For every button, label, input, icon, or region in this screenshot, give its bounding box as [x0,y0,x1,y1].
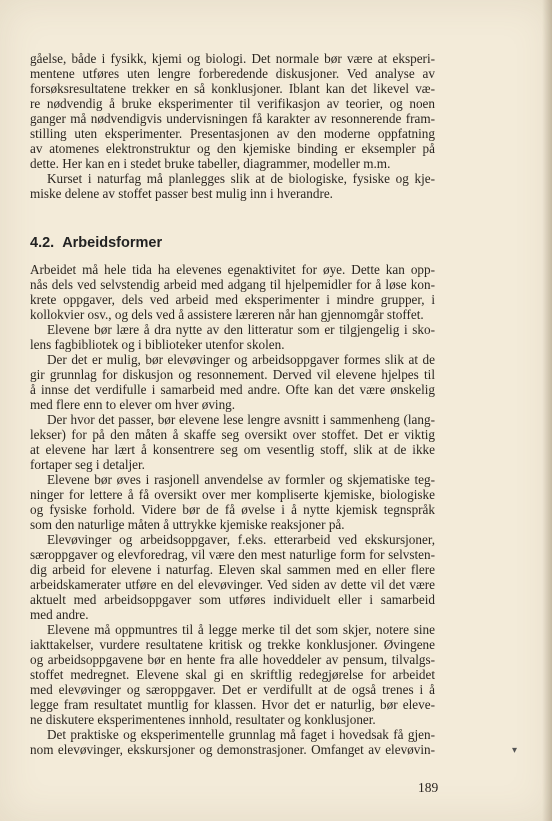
text-line: legge fram resultatet muntlig for klassen. Hvor det er naturlig, bør eleve- [30,697,435,712]
text-line: aktuelt med arbeidsoppgaver som utføres individuelt eller i samarbeid [30,592,435,607]
text-line: dig arbeid for elevene i naturfag. Eleven skal sammen med en eller flere [30,562,435,577]
text-line: av atomenes elektronstruktur og den kjemiske binding er eksempler på [30,141,435,156]
section-body [30,262,435,757]
text-line: Kurset i naturfag må planlegges slik at de biologiske, fysiske og kje- [47,171,435,186]
text-line: ganger må nødvendigvis undervisningen få karakter av resonnerende fram- [30,111,435,126]
text-line: med elevøvinger og særoppgaver. Det er verdifullt at de også trenes i å [30,682,435,697]
text-line: Elevøvinger og arbeidsoppgaver, f.eks. etterarbeid ved ekskursjoner, [47,532,435,547]
text-line: mentene utføres uten lengre forberedende diskusjoner. Ved analyse av [30,66,435,81]
text-line: Elevene bør øves i rasjonell anvendelse av formler og skjematiske teg- [47,472,435,487]
section-number: 4.2. [30,235,55,251]
text-line: nås dels ved selvstendig arbeid med adgang til hjelpemidler for å løse kon- [30,277,435,292]
text-line: forsøksresultatene trekker en så konklusjoner. Iblant kan det likevel væ- [30,81,435,96]
page-number: 189 [418,780,439,795]
text-line: å innse det verdifulle i samarbeid med andre. Ofte kan det være ønskelig [30,382,435,397]
text-line: Elevene må oppmuntres til å legge merke til det som skjer, notere sine [47,622,435,637]
text-line: Der det er mulig, bør elevøvinger og arbeidsoppgaver formes slik at de [47,352,435,367]
text-line: ne diskutere eksperimentenes innhold, resultater og konklusjoner. [30,712,376,727]
text-line: nom elevøvinger, ekskursjoner og demonstrasjoner. Omfanget av elevøvin- [30,742,435,757]
text-line: lens fagbibliotek og i biblioteker utenfor skolen. [30,337,285,352]
text-line: iakttakelser, vurdere resultatene kritisk og trekke konklusjoner. Øvingene [30,637,435,652]
text-line: og arbeidsoppgavene bør en hente fra alle hoveddeler av pensum, tilvalgs- [30,652,435,667]
text-line: arbeidskamerater utføre en del elevøvinger. Ved siden av dette vil det være [30,577,435,592]
section-title: Arbeidsformer [62,235,163,251]
text-line: at elevene har lært å konsentrere seg om vesentlig stoff, slik at de ikke [30,442,435,457]
text-line: ninger for lettere å få oversikt over mer kompliserte kjemiske, biologiske [30,487,435,502]
page-edge-shadow [542,0,552,821]
text-line: re nødvendig å bruke eksperimenter til verifikasjon av teorier, og noen [30,96,435,111]
margin-mark: ▾ [512,745,518,756]
text-line: med flere enn to elever om hver øving. [30,397,236,412]
text-line: miske delene av stoffet passer best mulig inn i hverandre. [30,186,333,201]
intro-paragraphs [30,51,435,201]
text-line: dette. Her kan en i stedet bruke tabeller, diagrammer, modeller m.m. [30,156,391,171]
section-heading [30,235,162,251]
text-line: Elevene bør lære å dra nytte av den litteratur som er tilgjengelig i sko- [47,322,435,337]
text-line: gåelse, både i fysikk, kjemi og biologi. Det normale bør være at eksperi- [30,51,435,66]
text-line: gir grunnlag for diskusjon og resonnement. Derved vil elevene hjelpes til [30,367,435,382]
text-line: som den naturlige måten å uttrykke kjemiske reaksjoner på. [30,517,345,532]
text-line: fortaper seg i detaljer. [30,457,145,472]
text-line: og fysiske forhold. Videre bør de få øvelse i å nytte kjemisk tegnspråk [30,502,435,517]
text-line: lekser) for på den måten å skaffe seg oversikt over stoffet. Det er viktig [30,427,435,442]
text-line: med andre. [30,607,89,622]
text-line: Det praktiske og eksperimentelle grunnlag må faget i hovedsak få gjen- [47,727,435,742]
text-line: stoffet medregnet. Elevene skal gi en skriftlig redegjørelse for arbeidet [30,667,435,682]
text-line: kollokvier osv., og dels ved å assistere læreren når han gjennomgår stoffet. [30,307,424,322]
text-line: Arbeidet må hele tida ha elevenes egenaktivitet for øye. Dette kan opp- [30,262,435,277]
text-line: stilling uten eksperimenter. Presentasjonen av den moderne oppfatning [30,126,435,141]
text-line: Der hvor det passer, bør elevene lese lengre avsnitt i sammenheng (lang- [47,412,435,427]
text-line: krete oppgaver, dels ved arbeid med eksperimenter i mindre grupper, i [30,292,435,307]
text-line: særoppgaver og elevforedrag, vil være den mest naturlige form for selvsten- [30,547,435,562]
